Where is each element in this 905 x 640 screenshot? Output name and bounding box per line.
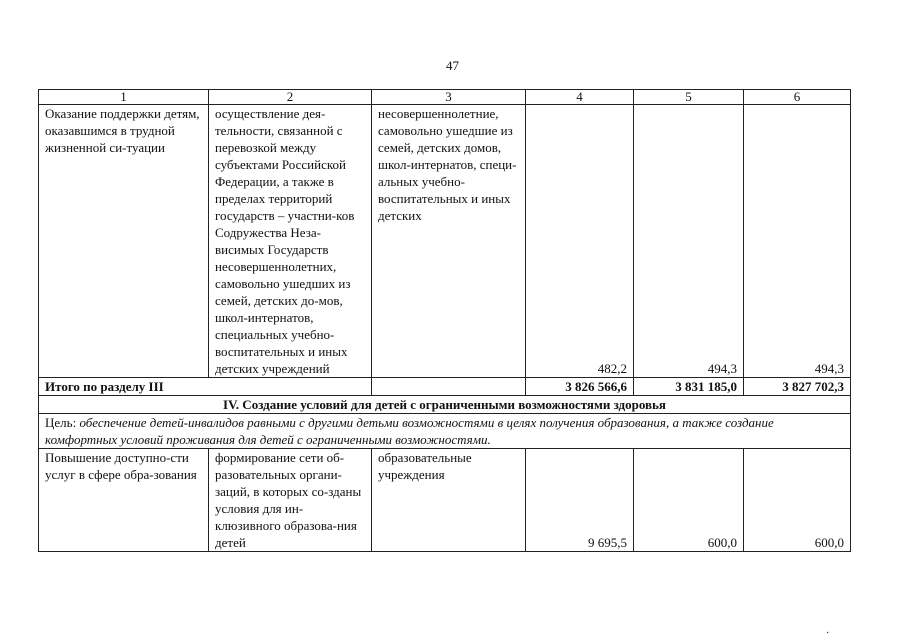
activity-name: Оказание поддержки детям, оказавшимся в трудной жизненной си-туации [39, 105, 209, 378]
goal-text: обеспечение детей-инвалидов равными с другими детьми возможностями в целях получения образования, а также создание комфортных условий проживания для детей с ограниченными возможностями. [45, 415, 774, 447]
budget-table [38, 89, 851, 552]
amount-col4: 9 695,5 [526, 449, 634, 552]
total-col5: 3 831 185,0 [634, 378, 744, 396]
activity-content: формирование сети об-разовательных органи-заций, в которых со-зданы условия для ин-клюзивного образова-ния детей [209, 449, 372, 552]
header-cell-2: 2 [209, 90, 372, 105]
header-cell-6: 6 [744, 90, 851, 105]
table-row [39, 449, 851, 552]
activity-name: Повышение доступно-сти услуг в сфере обра-зования [39, 449, 209, 552]
activity-content: осуществление дея-тельности, связанной с перевозкой между субъектами Российской Федерации, а также в пределах территорий государств – участни-ков Содружества Неза-висимых Государств несовершеннолетних, самовольно ушедших из семей, детских до-мов, школ-интернатов, специальных учебно-воспитательных и иных детских учреждений [209, 105, 372, 378]
goal-label: Цель: [45, 415, 77, 430]
table-row [39, 105, 851, 378]
amount-col6: 600,0 [744, 449, 851, 552]
header-cell-5: 5 [634, 90, 744, 105]
amount-col5: 494,3 [634, 105, 744, 378]
total-empty-cell [372, 378, 526, 396]
amount-col5: 600,0 [634, 449, 744, 552]
beneficiaries: несовершеннолетние, самовольно ушедшие из семей, детских домов, школ-интернатов, специ-альных учебно-воспитательных и иных детских [372, 105, 526, 378]
total-col4: 3 826 566,6 [526, 378, 634, 396]
beneficiaries: образовательные учреждения [372, 449, 526, 552]
section-title: IV. Создание условий для детей с ограниченными возможностями здоровья [39, 396, 851, 414]
page-number: 47 [446, 58, 459, 73]
amount-col6: 494,3 [744, 105, 851, 378]
header-cell-3: 3 [372, 90, 526, 105]
total-col6: 3 827 702,3 [744, 378, 851, 396]
header-cell-4: 4 [526, 90, 634, 105]
table-header-row [39, 90, 851, 105]
header-cell-1: 1 [39, 90, 209, 105]
amount-col4: 482,2 [526, 105, 634, 378]
section-title-row [39, 396, 851, 414]
goal-cell [39, 414, 851, 449]
goal-row [39, 414, 851, 449]
scan-speck: · [826, 628, 830, 639]
total-row [39, 378, 851, 396]
total-label: Итого по разделу III [39, 378, 372, 396]
